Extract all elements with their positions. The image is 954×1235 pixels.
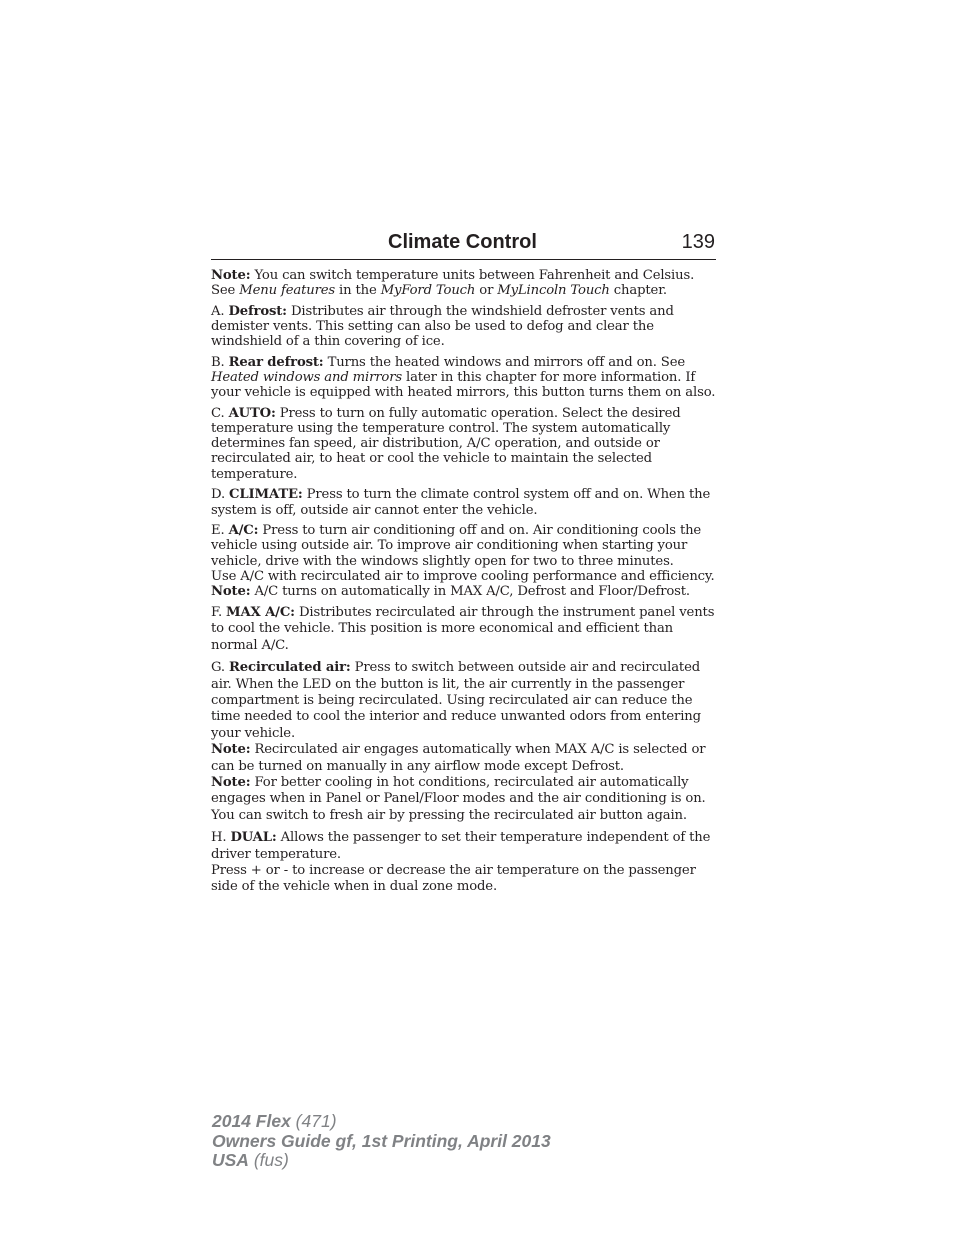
footer-guide: Owners Guide gf, 1st Printing, April 2013	[212, 1130, 551, 1151]
section-title: Climate Control	[388, 231, 537, 253]
ref-menu-features: Menu features	[239, 283, 336, 299]
footer-market: USA (fus)	[212, 1150, 289, 1171]
item-h-extra: Press + or - to increase or decrease the air temperature on the passenger side of the vehicle when in dual zone mode.	[211, 862, 696, 895]
item-d-climate: D. CLIMATE: Press to turn the climate control system off and on. When the system is off, outside air cannot enter the vehicle.	[211, 487, 711, 518]
page-number: 139	[681, 231, 715, 253]
note-temperature-units: Note: You can switch temperature units between Fahrenheit and Celsius. See Menu features in the MyFord Touch or MyLincoln Touch chapter.	[211, 268, 695, 299]
item-c-auto: C. AUTO: Press to turn on fully automatic operation. Select the desired temperature using the temperature control. The system automatically determines fan speed, air distribution, A/C operation, and outside or recirculated air, to heat or cool the vehicle to maintain the selected temperature.	[211, 406, 681, 482]
ref-myford-touch: MyFord Touch	[380, 283, 476, 299]
item-h-dual: H. DUAL: Allows the passenger to set their temperature independent of the driver temperature.	[211, 830, 711, 862]
item-g-recirculated-air: G. Recirculated air: Press to switch between outside air and recirculated air. When the LED on the button is lit, the air currently in the passenger compartment is being recirculated. Using recirculated air can reduce the time needed to cool the interior and reduce unwanted odors from entering your vehicle.	[211, 660, 701, 741]
body-text	[211, 268, 719, 902]
ref-mylincoln-touch: MyLincoln Touch	[497, 283, 610, 299]
item-b-rear-defrost: B. Rear defrost: Turns the heated windows and mirrors off and on. See Heated windows and mirrors later in this chapter for more information. If your vehicle is equipped with heated mirrors, this button turns them on also.	[211, 355, 716, 401]
item-a-defrost: A. Defrost: Distributes air through the windshield defroster vents and demister vents. This setting can also be used to defog and clear the windshield of a thin covering of ice.	[211, 303, 674, 350]
item-e-note: Note: A/C turns on automatically in MAX A/C, Defrost and Floor/Defrost.	[211, 583, 690, 599]
item-g-note-2: Note: For better cooling in hot conditions, recirculated air automatically engages when in Panel or Panel/Floor modes and the air conditioning is on. You can switch to fresh air by pressing the recirculated air button again.	[211, 775, 706, 823]
footer-model: 2014 Flex (471)	[212, 1111, 337, 1131]
item-f-max-ac: F. MAX A/C: Distributes recirculated air through the instrument panel vents to cool the vehicle. This position is more economical and efficient than normal A/C.	[211, 604, 715, 653]
ref-heated-windows: Heated windows and mirrors	[211, 370, 402, 386]
item-e-extra: Use A/C with recirculated air to improve cooling performance and efficiency.	[211, 568, 715, 584]
item-g-note-1: Note: Recirculated air engages automatically when MAX A/C is selected or can be turned on manually in any airflow mode except Defrost.	[211, 742, 706, 774]
page-footer	[212, 1112, 551, 1171]
item-e-ac: E. A/C: Press to turn air conditioning off and on. Air conditioning cools the vehicle using outside air. To improve air conditioning when starting your vehicle, drive with the windows slightly open for two to three minutes.	[211, 523, 702, 569]
page-header	[211, 229, 716, 260]
